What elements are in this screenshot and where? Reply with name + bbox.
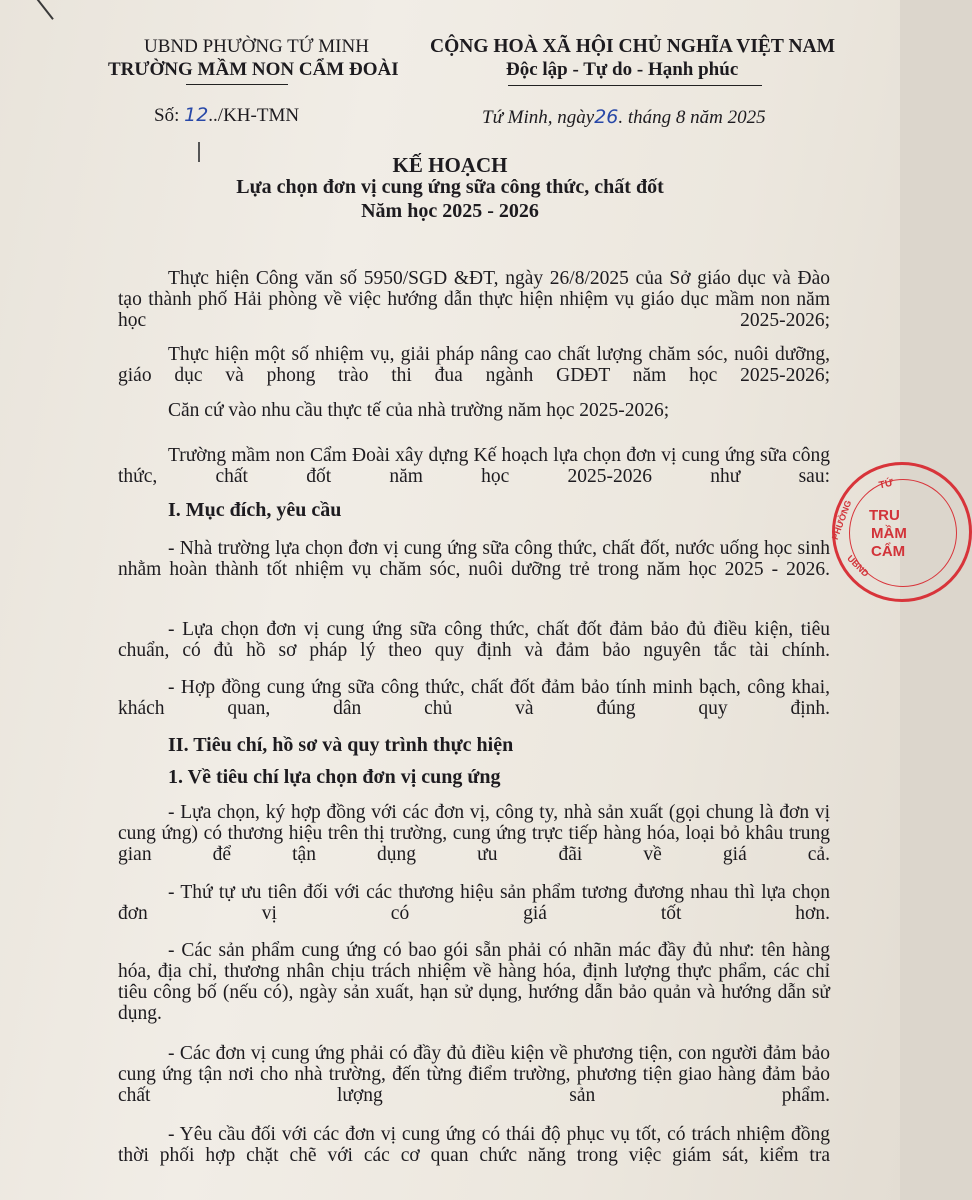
plan-title: KẾ HOẠCH	[392, 153, 508, 177]
pen-mark	[36, 0, 54, 20]
section-2-sub1-heading: 1. Về tiêu chí lựa chọn đơn vị cung ứng	[168, 766, 501, 788]
plan-school-year: Năm học 2025 - 2026	[361, 200, 539, 222]
preamble-paragraph-1: Thực hiện Công văn số 5950/SGD &ĐT, ngày 26/8/2025 của Sở giáo dục và Đào tạo thành phố Hải phòng về việc hướng dẫn thực hiện nhiệm vụ giáo dục mầm non năm học 2025-2026;	[118, 268, 830, 331]
section-2-item-3: - Các sản phẩm cung ứng có bao gói sẵn phải có nhãn mác đầy đủ như: tên hàng hóa, địa chỉ, thương nhân chịu trách nhiệm về hàng hóa, định lượng thực phẩm, các chỉ tiêu công bố (nếu có), ngày sản xuất, hạn sử dụng, hướng dẫn bảo quản và hướng dẫn sử dụng.	[118, 940, 830, 1024]
section-2-item-5: - Yêu cầu đối với các đơn vị cung ứng có thái độ phục vụ tốt, có trách nhiệm đồng thời phối hợp chặt chẽ với các cơ quan chức năng trong việc giám sát, kiểm tra	[118, 1124, 830, 1166]
official-seal	[829, 462, 972, 602]
seal-arc-small: TỨ	[878, 477, 895, 492]
number-suffix: ../KH-TMN	[208, 105, 300, 126]
plan-subtitle: Lựa chọn đơn vị cung ứng sữa công thức, chất đốt	[236, 176, 664, 198]
section-2-item-2: - Thứ tự ưu tiên đối với các thương hiệu sản phẩm tương đương nhau thì lựa chọn đơn vị có giá tốt hơn.	[118, 882, 830, 924]
section-2-heading: II. Tiêu chí, hồ sơ và quy trình thực hiện	[168, 734, 514, 756]
motto-underline	[508, 85, 762, 86]
nation-motto: Độc lập - Tự do - Hạnh phúc	[506, 59, 739, 80]
day-handwritten: 26	[594, 106, 619, 128]
preamble-paragraph-2: Thực hiện một số nhiệm vụ, giải pháp nâng cao chất lượng chăm sóc, nuôi dưỡng, giáo dục và phong trào thi đua ngành GDĐT năm học 2025-2026;	[118, 344, 830, 386]
section-1-item-2: - Lựa chọn đơn vị cung ứng sữa công thức, chất đốt đảm bảo đủ điều kiện, tiêu chuẩn, có đủ hồ sơ pháp lý theo quy định và đảm bảo nguyên tắc tài chính.	[118, 619, 830, 661]
seal-text-bottom: CẨM	[871, 543, 906, 560]
issuer-line2: TRƯỜNG MẦM NON CẨM ĐOÀI	[108, 59, 399, 80]
section-1-item-3: - Hợp đồng cung ứng sữa công thức, chất đốt đảm bảo tính minh bạch, công khai, khách quan, dân chủ và đúng quy định.	[118, 677, 830, 719]
place-date-prefix: Tứ Minh, ngày	[482, 107, 595, 128]
section-2-item-4: - Các đơn vị cung ứng phải có đầy đủ điều kiện về phương tiện, con người đảm bảo cung ứng tận nơi cho nhà trường, đến từng điểm trường, phương tiện giao hàng đảm bảo chất lượng sản phẩm.	[118, 1043, 830, 1106]
section-1-item-1: - Nhà trường lựa chọn đơn vị cung ứng sữa công thức, chất đốt, nước uống học sinh nhằm hoàn thành tốt nhiệm vụ chăm sóc, nuôi dưỡng trẻ trong năm học 2025 - 2026.	[118, 538, 830, 580]
nation-line1: CỘNG HOÀ XÃ HỘI CHỦ NGHĨA VIỆT NAM	[430, 36, 836, 57]
preamble-paragraph-4: Trường mầm non Cẩm Đoài xây dựng Kế hoạch lựa chọn đơn vị cung ứng sữa công thức, chất đốt năm học 2025-2026 như sau:	[118, 445, 830, 487]
place-date	[482, 106, 766, 129]
seal-text-top: TRU	[869, 507, 900, 524]
issuer-line1: UBND PHƯỜNG TỨ MINH	[144, 36, 369, 57]
document-number	[154, 104, 299, 127]
preamble-paragraph-3: Căn cứ vào nhu cầu thực tế của nhà trường năm học 2025-2026;	[168, 400, 670, 421]
issuer-underline	[186, 84, 288, 85]
section-1-heading: I. Mục đích, yêu cầu	[168, 499, 342, 521]
seal-text-mid: MẦM	[871, 525, 907, 542]
number-handwritten: 12	[184, 104, 209, 126]
seal-arc-bottom: UBND	[845, 553, 871, 579]
number-prefix: Số:	[154, 105, 185, 126]
place-date-suffix: . tháng 8 năm 2025	[618, 107, 766, 128]
section-2-item-1: - Lựa chọn, ký hợp đồng với các đơn vị, công ty, nhà sản xuất (gọi chung là đơn vị cung ứng) có thương hiệu trên thị trường, cung ứng trực tiếp hàng hóa, loại bỏ khâu trung gian để tận dụng ưu đãi về giá cả.	[118, 802, 830, 865]
seal-arc-left: PHƯỜNG	[829, 498, 854, 542]
